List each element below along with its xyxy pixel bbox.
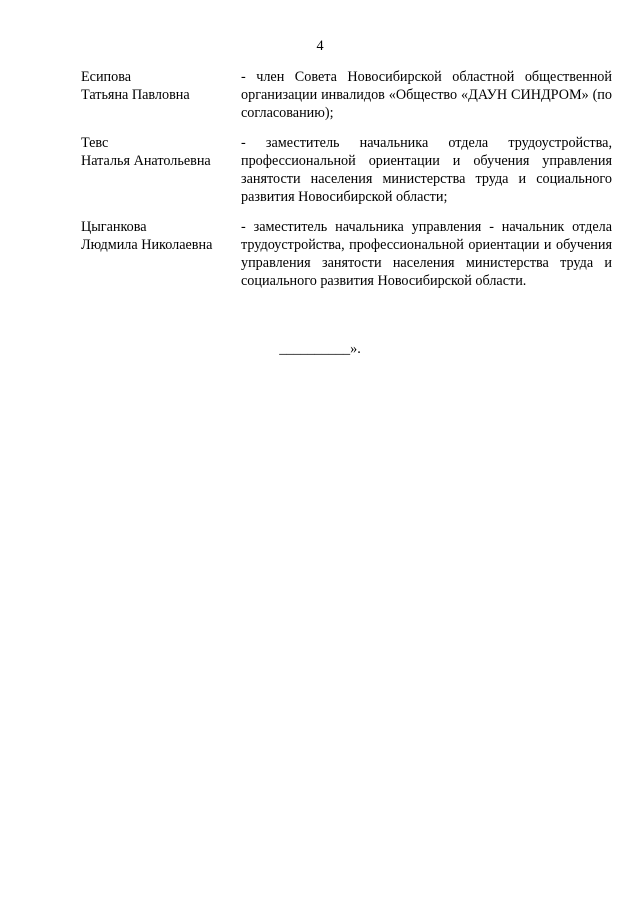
member-role: - заместитель начальника управления - начальник отдела трудоустройства, профессиональной ориентации и обучения управления занятости населения министерства труда и социального развития Новосибирской области. [241, 219, 612, 289]
member-name [81, 218, 241, 290]
closing-line: __________». [279, 341, 361, 357]
member-surname: Есипова [81, 69, 132, 85]
member-list [81, 68, 612, 302]
member-row [81, 218, 612, 290]
member-given-names: Татьяна Павловна [81, 87, 190, 103]
member-role: - член Совета Новосибирской областной общественной организации инвалидов «Общество «ДАУН СИНДРОМ» (по согласованию); [241, 69, 612, 121]
member-role: - заместитель начальника отдела трудоустройства, профессиональной ориентации и обучения управления занятости населения министерства труда и социального развития Новосибирской области; [241, 135, 612, 205]
member-row [81, 68, 612, 122]
member-name [81, 68, 241, 122]
member-given-names: Наталья Анатольевна [81, 153, 211, 169]
member-surname: Цыганкова [81, 219, 147, 235]
member-surname: Тевс [81, 135, 109, 151]
member-given-names: Людмила Николаевна [81, 237, 213, 253]
member-name [81, 134, 241, 206]
member-row [81, 134, 612, 206]
page-number: 4 [316, 38, 324, 54]
